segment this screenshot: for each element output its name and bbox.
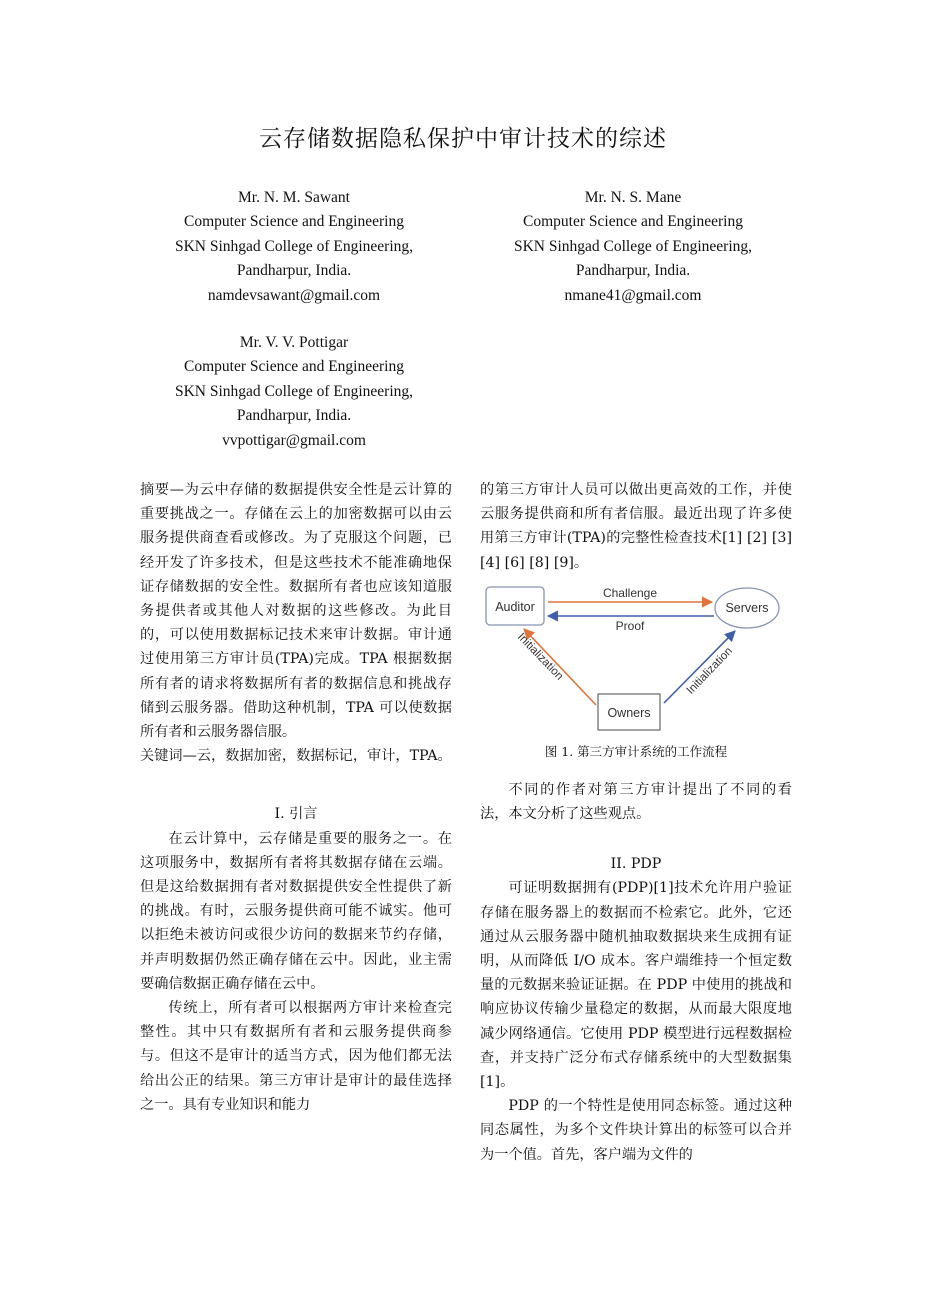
owners-label: Owners — [607, 705, 651, 720]
abstract: 摘要—为云中存储的数据提供安全性是云计算的重要挑战之一。存储在云上的加密数据可以由云服务提供商查看或修改。为了克服这个问题，已经开发了许多技术，但是这些技术不能准确地保证存储数据的安全性。数据所有者也应该知道服务提供者或其他人对数据的这些修改。为此目的，可以使用数据标记技术来审计数据。审计通过使用第三方审计员(TPA)完成。TPA 根据数据所有者的请求将数据所有者的数据信息和挑战存储到云服务器。借助这种机制，TPA 可以使数据所有者和云服务器信服。 — [140, 482, 452, 741]
pdp-paragraph-1: 可证明数据拥有(PDP)[1]技术允许用户验证存储在服务器上的数据而不检索它。此外，它还通过从云服务器中随机抽取数据块来生成拥有证明，从而降低 I/O 成本。客户端维持一个恒定数量的元数据来验证证据。在 PDP 中使用的挑战和响应协议传输少量稳定的数据，从而最大限度地减少网络通信。它使用 PDP 模型进行远程数据检查，并支持广泛分布式存储系统中的大型数据集[1]。 — [480, 880, 792, 1091]
author-dept: Computer Science and Engineering — [184, 358, 404, 376]
spacer — [140, 768, 452, 802]
author-name: Mr. N. M. Sawant — [238, 189, 350, 206]
spacer — [480, 826, 792, 852]
author-dept: Computer Science and Engineering — [523, 213, 743, 231]
author-college: SKN Sinhgad College of Engineering, — [174, 382, 414, 400]
challenge-label: Challenge — [602, 585, 658, 600]
figure-caption: 图 1. 第三方审计系统的工作流程 — [544, 743, 728, 759]
proof-label: Proof — [615, 618, 645, 633]
figure-tpa-workflow — [480, 577, 792, 742]
initialization-left-arrow — [524, 629, 596, 705]
spacer — [480, 762, 792, 778]
author-email: namdevsawant@gmail.com — [207, 286, 381, 304]
section-heading-introduction: I. 引言 — [274, 806, 318, 823]
intro-paragraph-2: 传统上，所有者可以根据两方审计来检查完整性。其中只有数据所有者和云服务提供商参与。但这不是审计的适当方式，因为他们都无法给出公正的结果。第三方审计是审计的最佳选择之一。具有专业知识和能力 — [140, 1000, 452, 1113]
author-block-1 — [139, 186, 449, 308]
auditor-label: Auditor — [495, 599, 535, 614]
initialization-right-label: Initialization — [684, 644, 736, 697]
author-place: Pandharpur, India. — [575, 262, 691, 280]
section-heading-pdp: II. PDP — [610, 856, 662, 873]
author-place: Pandharpur, India. — [236, 262, 352, 280]
author-dept: Computer Science and Engineering — [184, 213, 404, 231]
author-college: SKN Sinhgad College of Engineering, — [174, 237, 414, 255]
author-email: nmane41@gmail.com — [564, 286, 702, 304]
right-col-continuation: 的第三方审计人员可以做出更高效的工作，并使云服务提供商和所有者信服。最近出现了许多使用第三方审计(TPA)的完整性检查技术[1] [2] [3] [4] [6] [8] [9]。 — [480, 482, 792, 571]
pdp-paragraph-2: PDP 的一个特性是使用同态标签。通过这种同态属性，为多个文件块计算出的标签可以合并为一个值。首先，客户端为文件的 — [480, 1098, 792, 1163]
initialization-left-label: Initialization — [514, 630, 566, 683]
keywords: 关键词—云，数据加密，数据标记，审计，TPA。 — [140, 748, 452, 765]
servers-label: Servers — [725, 600, 769, 615]
left-column — [140, 478, 452, 1117]
author-name: Mr. V. V. Pottigar — [239, 334, 349, 351]
author-college: SKN Sinhgad College of Engineering, — [513, 237, 753, 255]
author-block-2 — [478, 186, 788, 308]
right-column — [480, 478, 792, 1167]
author-place: Pandharpur, India. — [236, 407, 352, 425]
paper-title: 云存储数据隐私保护中审计技术的综述 — [259, 126, 667, 152]
workflow-diagram — [480, 577, 792, 742]
analysis-paragraph: 不同的作者对第三方审计提出了不同的看法，本文分析了这些观点。 — [480, 781, 792, 823]
author-email: vvpottigar@gmail.com — [222, 431, 366, 449]
intro-paragraph-1: 在云计算中，云存储是重要的服务之一。在这项服务中，数据所有者将其数据存储在云端。 但是这给数据拥有者对数据提供安全性提供了新的挑战。有时，云服务提供商可能不诚实。他可以拒绝未被访问或很少访问的数据来节约存储，并声明数据仍然正确存储在云中。因此，业主需要确信数据正确存储在云中。 — [140, 830, 452, 992]
initialization-right-arrow — [664, 631, 735, 703]
author-block-3 — [139, 331, 449, 453]
author-name: Mr. N. S. Mane — [584, 189, 682, 206]
